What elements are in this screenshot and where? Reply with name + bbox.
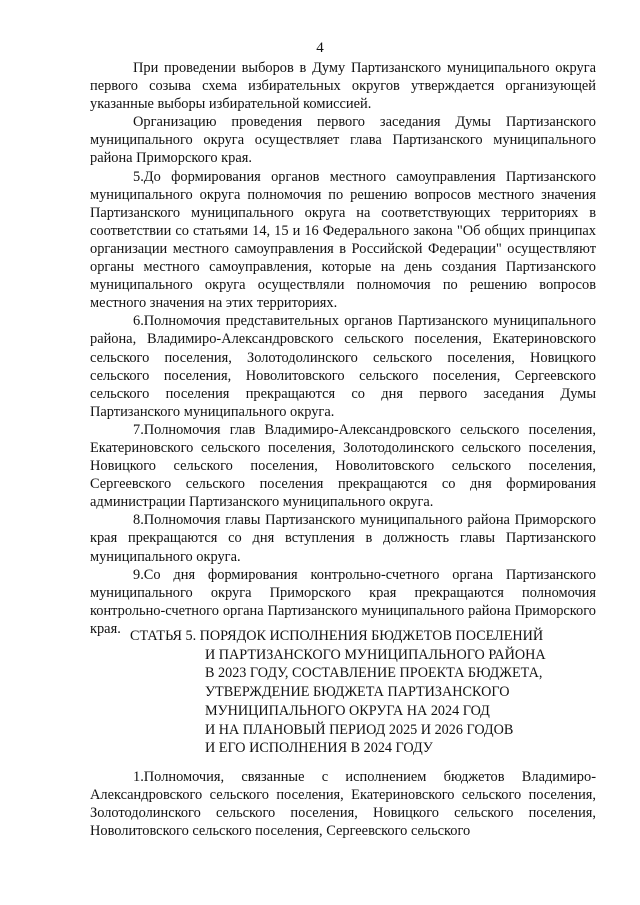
- article-heading: [130, 627, 600, 758]
- paragraph: Организацию проведения первого заседания Думы Партизанского муниципального округа осуществляет глава Партизанского муниципального района Приморского края.: [90, 114, 596, 167]
- article-paragraph-1: 1.Полномочия, связанные с исполнением бюджетов Владимиро-Александровского сельского поселения, Екатериновского сельского поселения, Золотодолинского сельского поселения, Новицкого сельского поселения, Новолитовского сельского поселения, Сергеевского сельского: [90, 769, 596, 840]
- article-heading-continuation: И ПАРТИЗАНСКОГО МУНИЦИПАЛЬНОГО РАЙОНА В 2023 ГОДУ, СОСТАВЛЕНИЕ ПРОЕКТА БЮДЖЕТА, УТВЕРЖДЕНИЕ БЮДЖЕТА ПАРТИЗАНСКОГО МУНИЦИПАЛЬНОГО ОКРУГА НА 2024 ГОД И НА ПЛАНОВЫЙ ПЕРИОД 2025 И 2026 ГОДОВ И ЕГО ИСПОЛНЕНИЯ В 2024 ГОДУ: [205, 646, 546, 757]
- paragraph-item-8: 8.Полномочия главы Партизанского муниципального района Приморского края прекращаются со дня вступления в должность главы Партизанского муниципального округа.: [90, 512, 596, 565]
- article-heading-first-line: СТАТЬЯ 5. ПОРЯДОК ИСПОЛНЕНИЯ БЮДЖЕТОВ ПОСЕЛЕНИЙ: [130, 628, 544, 644]
- paragraph-item-9: 9.Со дня формирования контрольно-счетного органа Партизанского муниципального округа Приморского края прекращаются полномочия контрольно-счетного органа Партизанского муниципального района Приморского края.: [90, 566, 596, 637]
- page-number: 4: [316, 40, 324, 56]
- paragraph-item-5: 5.До формирования органов местного самоуправления Партизанского муниципального округа полномочия по решению вопросов местного значения Партизанского муниципального округа на соответствующих территориях в соответствии со статьями 14, 15 и 16 Федерального закона "Об общих принципах организации местного самоуправления в Российской Федерации" осуществляют органы местного самоуправления, которые на день создания Партизанского муниципального округа осуществляли полномочия по решению вопросов местного значения на этих территориях.: [90, 168, 596, 312]
- article-body: [90, 768, 596, 840]
- paragraph-item-7: 7.Полномочия глав Владимиро-Александровского сельского поселения, Екатериновского сельского поселения, Золотодолинского сельского поселения, Новицкого сельского поселения, Новолитовского сельского поселения, Сергеевского сельского поселения прекращаются со дня формирования администрации Партизанского муниципального округа.: [90, 421, 596, 511]
- paragraph: При проведении выборов в Думу Партизанского муниципального округа первого созыва схема избирательных округов утверждается организующей указанные выборы избирательной комиссией.: [90, 60, 596, 113]
- document-body: [90, 59, 596, 638]
- paragraph-item-6: 6.Полномочия представительных органов Партизанского муниципального района, Владимиро-Александровского сельского поселения, Екатериновского сельского поселения, Золотодолинского сельского поселения, Новицкого сельского поселения, Новолитовского сельского поселения, Сергеевского сельского поселения прекращаются со дня первого заседания Думы Партизанского муниципального округа.: [90, 313, 596, 420]
